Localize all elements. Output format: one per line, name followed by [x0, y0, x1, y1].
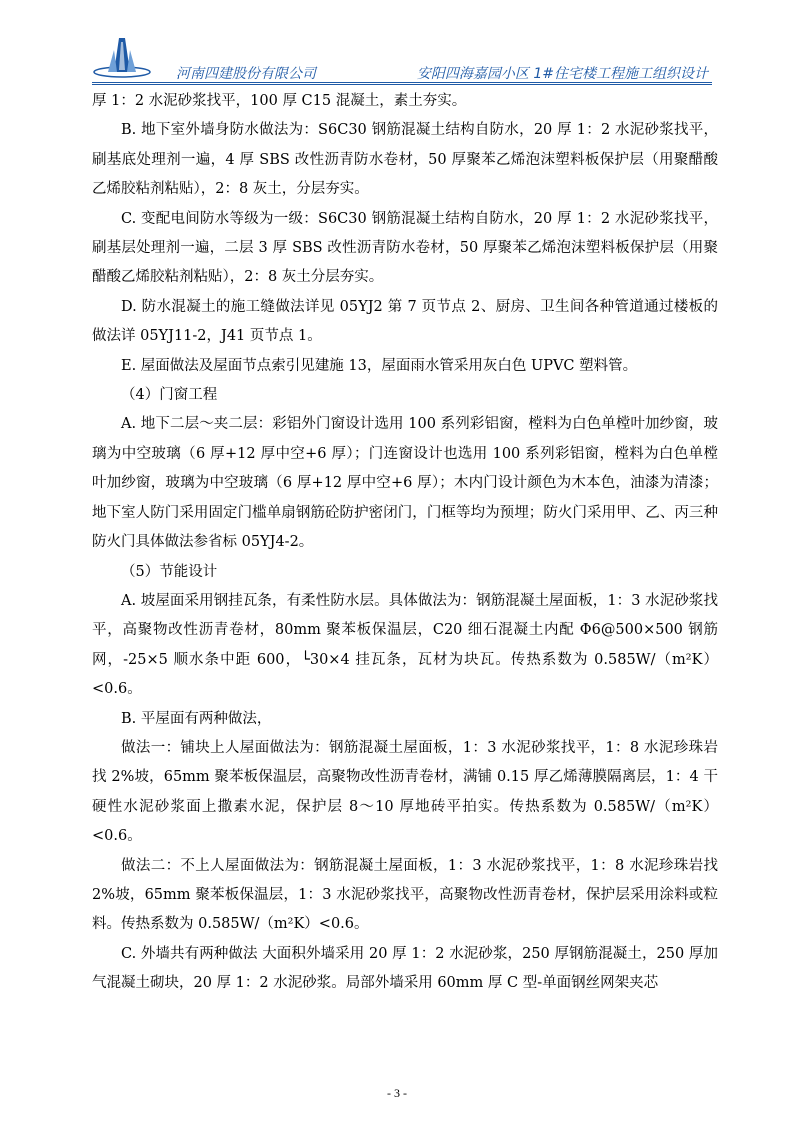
page-header [92, 32, 712, 82]
paragraph: 做法二：不上人屋面做法为：钢筋混凝土屋面板，1：3 水泥砂浆找平，1：8 水泥珍珠岩找 2%坡，65mm 聚苯板保温层，1：3 水泥砂浆找平，高聚物改性沥青卷材，保护层采用涂料或粒料。传热系数为 0.585W/（m²K）<0.6。 [92, 857, 718, 933]
paragraph: 做法一：铺块上人屋面做法为：钢筋混凝土屋面板，1：3 水泥砂浆找平，1：8 水泥珍珠岩找 2%坡，65mm 聚苯板保温层，高聚物改性沥青卷材，满铺 0.15 厚乙烯薄膜隔离层，1：4 干硬性水泥砂浆面上撒素水泥，保护层 8～10 厚地砖平拍实。传热系数为 0.585W/（m²K）<0.6。 [92, 739, 718, 845]
project-title: 安阳四海嘉园小区 1#住宅楼工程施工组织设计 [416, 66, 708, 82]
paragraph: B. 平屋面有两种做法， [121, 710, 272, 727]
section-heading: （4）门窗工程 [121, 387, 218, 404]
section-heading: （5）节能设计 [121, 563, 218, 580]
paragraph: C. 变配电间防水等级为一级：S6C30 钢筋混凝土结构自防水，20 厚 1：2 水泥砂浆找平，刷基层处理剂一遍，二层 3 厚 SBS 改性沥青防水卷材，50 厚聚苯乙烯泡沫塑料板保护层（用聚醋酸乙烯胶粘剂粘贴），2：8 灰土分层夯实。 [92, 210, 718, 286]
paragraph: C. 外墙共有两种做法 大面积外墙采用 20 厚 1：2 水泥砂浆，250 厚钢筋混凝土，250 厚加气混凝土砌块，20 厚 1：2 水泥砂浆。局部外墙采用 60mm 厚 C 型-单面钢丝网架夹芯 [92, 945, 718, 992]
paragraph: D. 防水混凝土的施工缝做法详见 05YJ2 第 7 页节点 2、厨房、卫生间各种管道通过楼板的做法详 05YJ11-2，J41 页节点 1。 [92, 298, 718, 345]
page-number: - 3 - [387, 1086, 407, 1100]
document-body [92, 87, 718, 999]
paragraph: 厚 1：2 水泥砂浆找平，100 厚 C15 混凝土，素土夯实。 [92, 93, 467, 109]
paragraph: A. 坡屋面采用钢挂瓦条，有柔性防水层。具体做法为：钢筋混凝土屋面板，1：3 水泥砂浆找平，高聚物改性沥青卷材，80mm 聚苯板保温层，C20 细石混凝土内配 Φ6@500×500 钢筋网，-25×5 顺水条中距 600，└30×4 挂瓦条，瓦材为块瓦。传热系数为 0.585W/（m²K）<0.6。 [92, 592, 718, 698]
paragraph: A. 地下二层～夹二层：彩铝外门窗设计选用 100 系列彩铝窗，樘料为白色单樘叶加纱窗，玻璃为中空玻璃（6 厚+12 厚中空+6 厚）；门连窗设计也选用 100 系列彩铝窗，樘料为白色单樘叶加纱窗，玻璃为中空玻璃（6 厚+12 厚中空+6 厚）；木内门设计颜色为木本色，油漆为清漆；地下室人防门采用固定门槛单扇钢筋砼防护密闭门，门框等均为预埋；防火门采用甲、乙、丙三种防火门具体做法参省标 05YJ4-2。 [92, 416, 718, 551]
header-rule [92, 82, 712, 85]
paragraph: E. 屋面做法及屋面节点索引见建施 13，屋面雨水管采用灰白色 UPVC 塑料管。 [121, 357, 638, 374]
company-tower-logo-icon [92, 32, 154, 80]
paragraph: B. 地下室外墙身防水做法为：S6C30 钢筋混凝土结构自防水，20 厚 1：2 水泥砂浆找平，刷基底处理剂一遍，4 厚 SBS 改性沥青防水卷材，50 厚聚苯乙烯泡沫塑料板保护层（用聚醋酸乙烯胶粘剂粘贴），2：8 灰土，分层夯实。 [92, 122, 718, 198]
company-name: 河南四建股份有限公司 [176, 66, 316, 82]
